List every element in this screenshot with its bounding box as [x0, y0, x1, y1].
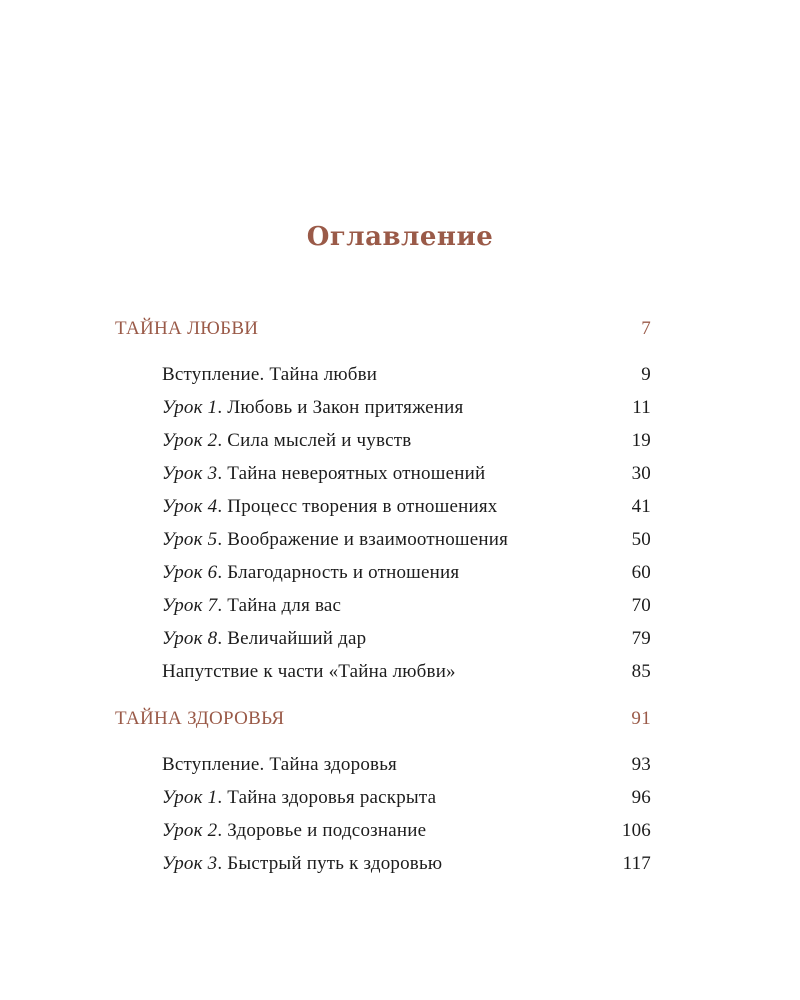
toc-entry[interactable] [162, 397, 651, 425]
entry-page-number: 9 [641, 364, 651, 385]
entry-title [162, 496, 497, 518]
entry-page-number: 41 [631, 496, 651, 517]
entry-text: . Тайна здоровья раскрыта [217, 787, 437, 808]
entry-text: . Благодарность и отношения [217, 562, 460, 583]
toc-entry[interactable] [162, 364, 651, 392]
lesson-label: Урок 8 [162, 628, 218, 649]
lesson-label: Урок 6 [162, 562, 218, 583]
entry-page-number: 96 [631, 787, 651, 808]
toc-entry[interactable] [162, 661, 651, 689]
part-page-number: 91 [631, 708, 651, 729]
toc-entry[interactable] [162, 754, 651, 782]
entry-title [162, 628, 366, 650]
entry-text: . Величайший дар [217, 628, 367, 649]
entry-text: . Воображение и взаимоотношения [217, 529, 509, 550]
lesson-label: Урок 1 [162, 397, 218, 418]
lesson-label: Урок 7 [162, 595, 218, 616]
part-label: ТАЙНА ЛЮБВИ [115, 318, 259, 339]
part-label: ТАЙНА ЗДОРОВЬЯ [115, 708, 285, 729]
entry-title [162, 595, 341, 617]
toc-entry[interactable] [162, 628, 651, 656]
entry-title [162, 787, 436, 809]
lesson-label: Урок 5 [162, 529, 218, 550]
entry-page-number: 70 [631, 595, 651, 616]
toc-part-love[interactable] [115, 318, 651, 344]
entry-title [162, 820, 426, 842]
entry-title [162, 397, 463, 419]
lesson-label: Урок 1 [162, 787, 218, 808]
entry-page-number: 60 [631, 562, 651, 583]
lesson-label: Урок 3 [162, 463, 218, 484]
entry-title [162, 661, 456, 683]
entry-text: . Любовь и Закон притяжения [217, 397, 464, 418]
entry-title [162, 463, 485, 485]
lesson-label: Урок 2 [162, 820, 218, 841]
entry-page-number: 19 [631, 430, 651, 451]
entry-text: . Здоровье и подсознание [217, 820, 427, 841]
toc-entry[interactable] [162, 529, 651, 557]
entry-title [162, 754, 397, 776]
entry-page-number: 93 [631, 754, 651, 775]
entry-title [162, 562, 459, 584]
toc-part-health[interactable] [115, 708, 651, 734]
entry-page-number: 30 [631, 463, 651, 484]
toc-entry[interactable] [162, 787, 651, 815]
entry-text: . Тайна невероятных отношений [217, 463, 486, 484]
lesson-label: Урок 3 [162, 853, 218, 874]
entry-page-number: 85 [631, 661, 651, 682]
toc-entry[interactable] [162, 820, 651, 848]
toc-entry[interactable] [162, 562, 651, 590]
toc-entry[interactable] [162, 496, 651, 524]
toc-entry[interactable] [162, 853, 651, 881]
entry-text: Вступление. Тайна любви [162, 364, 378, 385]
entry-title [162, 529, 508, 551]
toc-entry[interactable] [162, 595, 651, 623]
entry-title [162, 364, 377, 386]
entry-page-number: 79 [631, 628, 651, 649]
entry-page-number: 50 [631, 529, 651, 550]
part-page-number: 7 [641, 318, 651, 339]
entry-text: . Процесс творения в отношениях [217, 496, 498, 517]
entry-text: Напутствие к части «Тайна любви» [162, 661, 456, 682]
entry-text: . Сила мыслей и чувств [217, 430, 412, 451]
entry-text: Вступление. Тайна здоровья [162, 754, 397, 775]
entry-page-number: 11 [632, 397, 651, 418]
toc-entry[interactable] [162, 463, 651, 491]
lesson-label: Урок 4 [162, 496, 218, 517]
entry-page-number: 106 [621, 820, 651, 841]
entry-page-number: 117 [622, 853, 651, 874]
toc-entry[interactable] [162, 430, 651, 458]
entry-title [162, 430, 411, 452]
lesson-label: Урок 2 [162, 430, 218, 451]
entry-title [162, 853, 442, 875]
page-title: Оглавление [306, 222, 494, 252]
entry-text: . Тайна для вас [217, 595, 342, 616]
entry-text: . Быстрый путь к здоровью [217, 853, 443, 874]
